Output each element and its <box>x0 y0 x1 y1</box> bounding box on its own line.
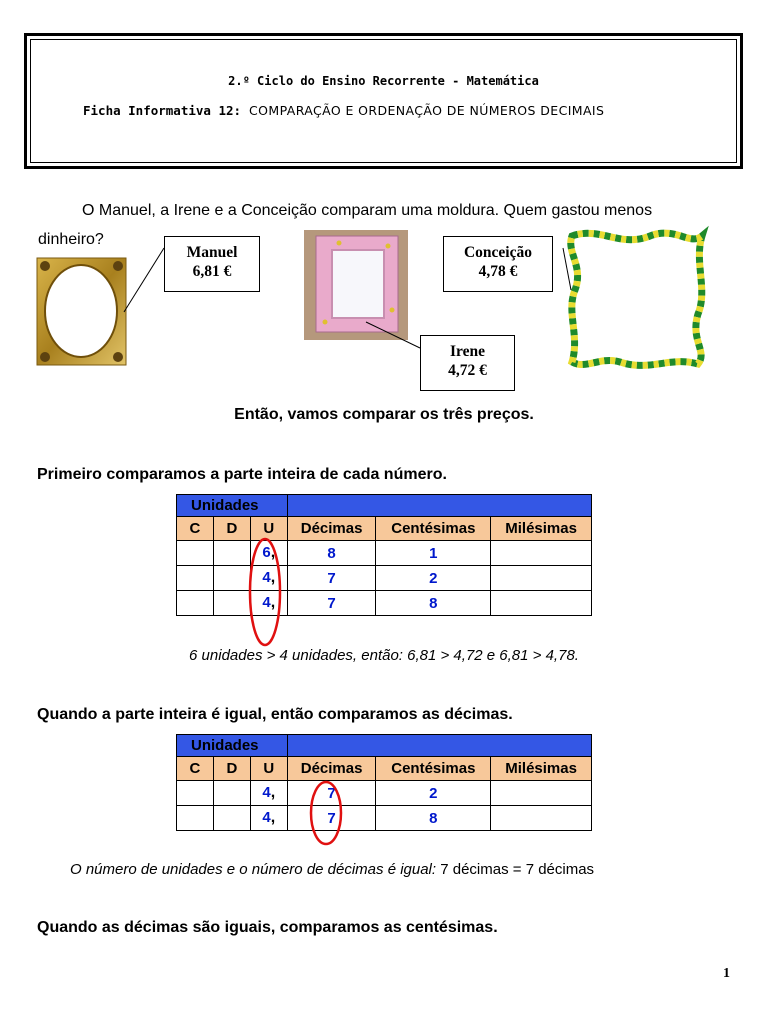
worksheet-subject: COMPARAÇÃO E ORDENAÇÃO DE NÚMEROS DECIMAIS <box>249 103 605 118</box>
col-milesimas-header: Milésimas <box>491 517 592 541</box>
decimal-comma: , <box>270 784 276 801</box>
units-group-header: Unidades <box>177 735 288 757</box>
blank-header <box>287 495 591 517</box>
comparison-table-2 <box>176 734 592 831</box>
units-digit: 6 <box>262 544 271 561</box>
table-cell: 8 <box>287 541 376 566</box>
table-cell: 8 <box>376 591 491 616</box>
table-cell <box>213 806 250 831</box>
col-centesimas-header: Centésimas <box>376 757 491 781</box>
table-cell <box>177 591 214 616</box>
conceicao-name: Conceição <box>463 244 532 261</box>
comparison-table-1 <box>176 494 592 616</box>
col-u-header: U <box>250 757 287 781</box>
page-number: 1 <box>723 966 730 981</box>
table-cell <box>250 806 287 831</box>
units-digit: 4 <box>262 784 271 801</box>
table-cell <box>177 806 214 831</box>
units-digit: 4 <box>262 809 271 826</box>
col-u-header: U <box>250 517 287 541</box>
worksheet-label: Ficha Informativa 12: <box>83 103 242 118</box>
conclusion-1: 6 unidades > 4 unidades, então: 6,81 > 4,72 e 6,81 > 4,78. <box>189 647 579 664</box>
table-cell <box>177 781 214 806</box>
manuel-price: 6,81 € <box>192 263 232 280</box>
pink-frame-image <box>304 230 408 340</box>
conclusion-2-rest: 7 décimas = 7 décimas <box>440 861 595 878</box>
col-c-header: C <box>177 757 214 781</box>
frames-illustration <box>0 0 768 400</box>
table-cell: 2 <box>376 781 491 806</box>
units-digit: 4 <box>262 569 271 586</box>
table-cell <box>491 806 592 831</box>
table-cell: 8 <box>376 806 491 831</box>
col-d-header: D <box>213 517 250 541</box>
table-cell: 7 <box>287 806 376 831</box>
table-row <box>177 591 592 616</box>
irene-price: 4,72 € <box>448 362 487 379</box>
red-circle-units <box>240 536 290 648</box>
table-cell: 1 <box>376 541 491 566</box>
table-cell <box>213 781 250 806</box>
red-circle-tenths <box>304 778 348 848</box>
intro-line-1: O Manuel, a Irene e a Conceição comparam uma moldura. Quem gastou menos <box>82 202 653 219</box>
gold-frame-image <box>37 258 126 365</box>
col-d-header: D <box>213 757 250 781</box>
integer-equal-heading: Quando a parte inteira é igual, então comparamos as décimas. <box>37 706 513 723</box>
decimal-comma: , <box>270 594 276 611</box>
decimal-comma: , <box>270 569 276 586</box>
col-c-header: C <box>177 517 214 541</box>
col-decimas-header: Décimas <box>287 757 376 781</box>
conceicao-price-box <box>443 236 553 292</box>
irene-price-box <box>420 335 515 391</box>
intro-line-2: dinheiro? <box>38 231 104 248</box>
irene-name: Irene <box>449 343 485 360</box>
table-row <box>177 806 592 831</box>
table-cell <box>250 781 287 806</box>
table-cell <box>491 541 592 566</box>
blank-header <box>287 735 591 757</box>
manuel-callout-line <box>124 248 164 312</box>
col-decimas-header: Décimas <box>287 517 376 541</box>
table-cell <box>491 781 592 806</box>
units-group-header: Unidades <box>177 495 288 517</box>
table-cell <box>177 566 214 591</box>
conceicao-price: 4,78 € <box>478 263 518 280</box>
table-row <box>177 541 592 566</box>
table-cell <box>491 566 592 591</box>
manuel-price-box <box>164 236 260 292</box>
tenths-equal-heading: Quando as décimas são iguais, comparamos as centésimas. <box>37 919 498 936</box>
conclusion-2 <box>70 861 594 878</box>
col-milesimas-header: Milésimas <box>491 757 592 781</box>
decimal-comma: , <box>270 544 276 561</box>
table-cell: 2 <box>376 566 491 591</box>
decimal-comma: , <box>270 809 276 826</box>
conclusion-2-italic: O número de unidades e o número de décimas é igual: <box>70 861 437 878</box>
table-cell: 7 <box>287 566 376 591</box>
table-row <box>177 781 592 806</box>
units-digit: 4 <box>262 594 271 611</box>
course-title: 2.º Ciclo do Ensino Recorrente - Matemática <box>228 74 539 88</box>
wavy-frame-image <box>571 233 702 365</box>
manuel-name: Manuel <box>186 244 238 261</box>
table-row <box>177 566 592 591</box>
table-cell <box>177 541 214 566</box>
table-cell <box>491 591 592 616</box>
compare-three-heading: Então, vamos comparar os três preços. <box>234 406 534 423</box>
table-cell: 7 <box>287 781 376 806</box>
first-integer-heading: Primeiro comparamos a parte inteira de cada número. <box>37 466 447 483</box>
col-centesimas-header: Centésimas <box>376 517 491 541</box>
table-cell: 7 <box>287 591 376 616</box>
